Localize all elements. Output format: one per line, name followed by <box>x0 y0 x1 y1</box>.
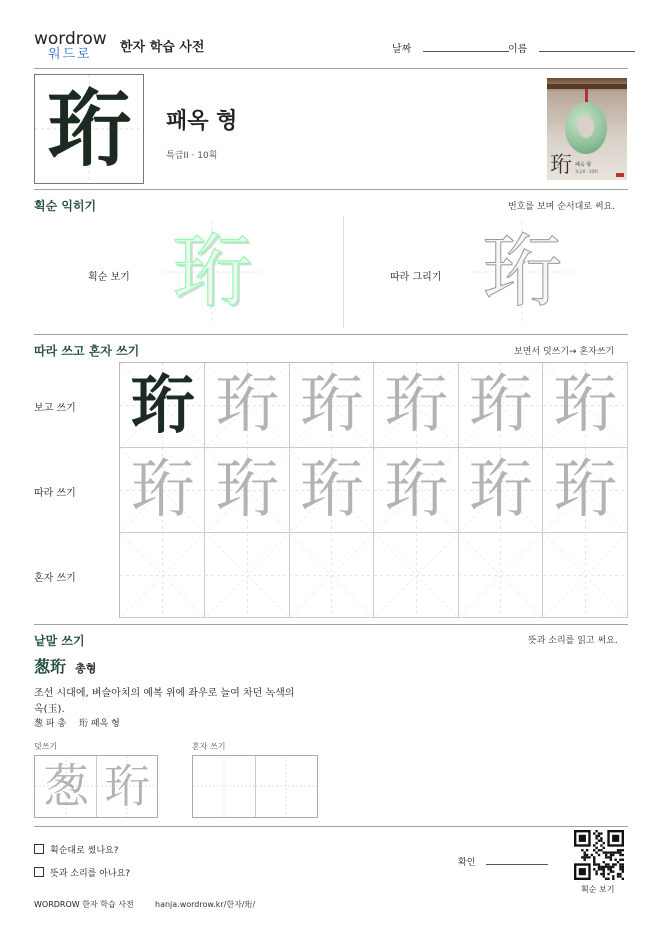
stroke-order-character: 珩 <box>172 225 252 318</box>
word-alone-cell-1[interactable] <box>193 756 256 817</box>
word-trace-char-1: 葱 <box>43 759 89 813</box>
hero-divider <box>34 189 628 190</box>
word-trace-char-2: 珩 <box>104 759 150 813</box>
model-character: 珩 <box>130 368 195 443</box>
cell-guide <box>256 756 317 817</box>
trace-character: 珩 <box>384 368 448 442</box>
trace-character: 珩 <box>215 368 279 442</box>
practice-cell[interactable] <box>458 533 543 618</box>
thumb-character: 珩 <box>550 153 573 178</box>
stroke-trace-character: 珩 <box>482 225 562 318</box>
practice-cell[interactable] <box>458 448 543 533</box>
word-trace-cell-1[interactable] <box>35 756 97 817</box>
cell-guide <box>289 533 374 618</box>
practice-cell[interactable] <box>543 448 628 533</box>
word-hanja: 葱珩 <box>34 657 67 676</box>
word-section-instruction: 뜻과 소리를 읽고 써요. <box>528 636 618 646</box>
logo-wordmark: wordrow <box>34 29 107 49</box>
gloss1-text: 파 총 <box>45 719 67 729</box>
date-label: 날짜 <box>392 44 412 55</box>
row-label-view: 보고 쓰기 <box>34 403 76 414</box>
footer-brand: WORDROW 한자 학습 사전 <box>34 900 134 909</box>
row-label-alone: 혼자 쓰기 <box>34 573 76 584</box>
practice-cell[interactable] <box>374 533 459 618</box>
practice-cell[interactable] <box>205 533 290 618</box>
stroke-view-box <box>162 222 262 322</box>
practice-cell[interactable] <box>289 363 374 448</box>
word-alone-label: 혼자 쓰기 <box>192 742 226 751</box>
vertical-separator <box>343 216 344 328</box>
cell-guide <box>458 533 543 618</box>
name-label: 이름 <box>508 44 528 55</box>
word-definition-line1: 조선 시대에, 벼슬아치의 예복 위에 좌우로 늘여 차던 녹색의 <box>34 688 295 699</box>
word-gloss <box>34 716 120 729</box>
gloss1-char: 葱 <box>34 719 44 729</box>
word-alone-cell-2[interactable] <box>256 756 317 817</box>
practice-cell[interactable] <box>205 363 290 448</box>
word-reading: 총형 <box>75 662 97 675</box>
cell-guide <box>543 533 628 618</box>
practice-cell[interactable] <box>289 448 374 533</box>
word-trace-cell-2[interactable] <box>97 756 157 817</box>
word-divider <box>34 826 628 827</box>
practice-cell[interactable] <box>120 363 205 448</box>
trace-character: 珩 <box>553 368 617 442</box>
word-definition-line2: 옥(玉). <box>34 704 65 715</box>
hero-character: 珩 <box>46 79 131 178</box>
practice-section-title: 따라 쓰고 혼자 쓰기 <box>34 344 140 358</box>
trace-character: 珩 <box>130 453 195 527</box>
practice-cell[interactable] <box>458 363 543 448</box>
jade-hole <box>578 116 594 138</box>
stroke-section-instruction: 번호를 보며 순서대로 써요. <box>508 202 616 212</box>
row-label-trace: 따라 쓰기 <box>34 488 76 499</box>
name-line <box>539 51 635 52</box>
stroke-trace-label: 따라 그리기 <box>390 272 442 283</box>
practice-cell[interactable] <box>543 363 628 448</box>
gloss2-char: 珩 <box>79 719 89 729</box>
trace-character: 珩 <box>553 453 617 527</box>
trace-character: 珩 <box>468 453 533 527</box>
name-field[interactable] <box>508 40 635 55</box>
qr-caption: 획순 보기 <box>581 885 615 894</box>
cell-guide <box>205 533 290 618</box>
cell-guide <box>120 533 205 618</box>
document-title: 한자 학습 사전 <box>120 40 205 55</box>
check2-label: 뜻과 소리를 아나요? <box>50 869 131 879</box>
thumb-badge <box>616 173 624 177</box>
practice-cell[interactable] <box>120 448 205 533</box>
jade-pendant-image <box>547 78 627 180</box>
word-trace-boxes <box>34 755 158 818</box>
hero-meaning-sound: 패옥 형 <box>166 109 238 134</box>
practice-cell[interactable] <box>543 533 628 618</box>
cell-guide <box>374 533 459 618</box>
trace-character: 珩 <box>299 368 364 442</box>
thumb-title: 패옥 형 <box>575 162 592 168</box>
confirm-field[interactable] <box>458 855 548 868</box>
qr-code[interactable] <box>574 830 624 880</box>
cell-guide <box>193 756 256 817</box>
checklist-item-1[interactable] <box>34 843 119 856</box>
practice-section-instruction: 보면서 덧쓰기→ 혼자쓰기 <box>514 347 615 357</box>
trace-character: 珩 <box>468 368 533 442</box>
practice-cell[interactable] <box>374 363 459 448</box>
stroke-trace-box[interactable] <box>472 222 572 322</box>
practice-cell[interactable] <box>120 533 205 618</box>
hero-character-box <box>34 74 144 184</box>
logo <box>34 30 114 61</box>
header-divider <box>34 68 628 69</box>
word-alone-boxes <box>192 755 318 818</box>
hero-grade-strokes: 특급II · 10획 <box>166 151 218 161</box>
confirm-label: 확인 <box>458 858 476 868</box>
check1-label: 획순대로 썼나요? <box>50 846 119 856</box>
thumb-subtitle: 특급II · 10획 <box>575 169 598 174</box>
practice-grid <box>119 362 628 618</box>
trace-character: 珩 <box>215 453 279 527</box>
stroke-section-title: 획순 익히기 <box>34 199 97 213</box>
gloss2-text: 패옥 형 <box>90 719 120 729</box>
word-trace-label: 덧쓰기 <box>34 742 58 751</box>
stroke-divider <box>34 334 628 335</box>
practice-divider <box>34 624 628 625</box>
practice-cell[interactable] <box>205 448 290 533</box>
footer-url[interactable]: hanja.wordrow.kr/한자/珩/ <box>155 900 256 909</box>
logo-korean: 워드로 <box>48 47 92 62</box>
trace-character: 珩 <box>384 453 448 527</box>
confirm-line <box>486 864 548 865</box>
date-line <box>423 51 509 52</box>
checkbox-icon[interactable] <box>34 867 44 877</box>
trace-character: 珩 <box>299 453 364 527</box>
word-section-title: 낱말 쓰기 <box>34 634 85 648</box>
checklist-item-2[interactable] <box>34 866 130 879</box>
qr-code-icon <box>574 830 624 880</box>
stroke-view-label: 획순 보기 <box>88 272 130 283</box>
checkbox-icon[interactable] <box>34 844 44 854</box>
practice-cell[interactable] <box>374 448 459 533</box>
practice-cell[interactable] <box>289 533 374 618</box>
word-heading <box>34 654 96 677</box>
date-field[interactable] <box>392 40 509 55</box>
